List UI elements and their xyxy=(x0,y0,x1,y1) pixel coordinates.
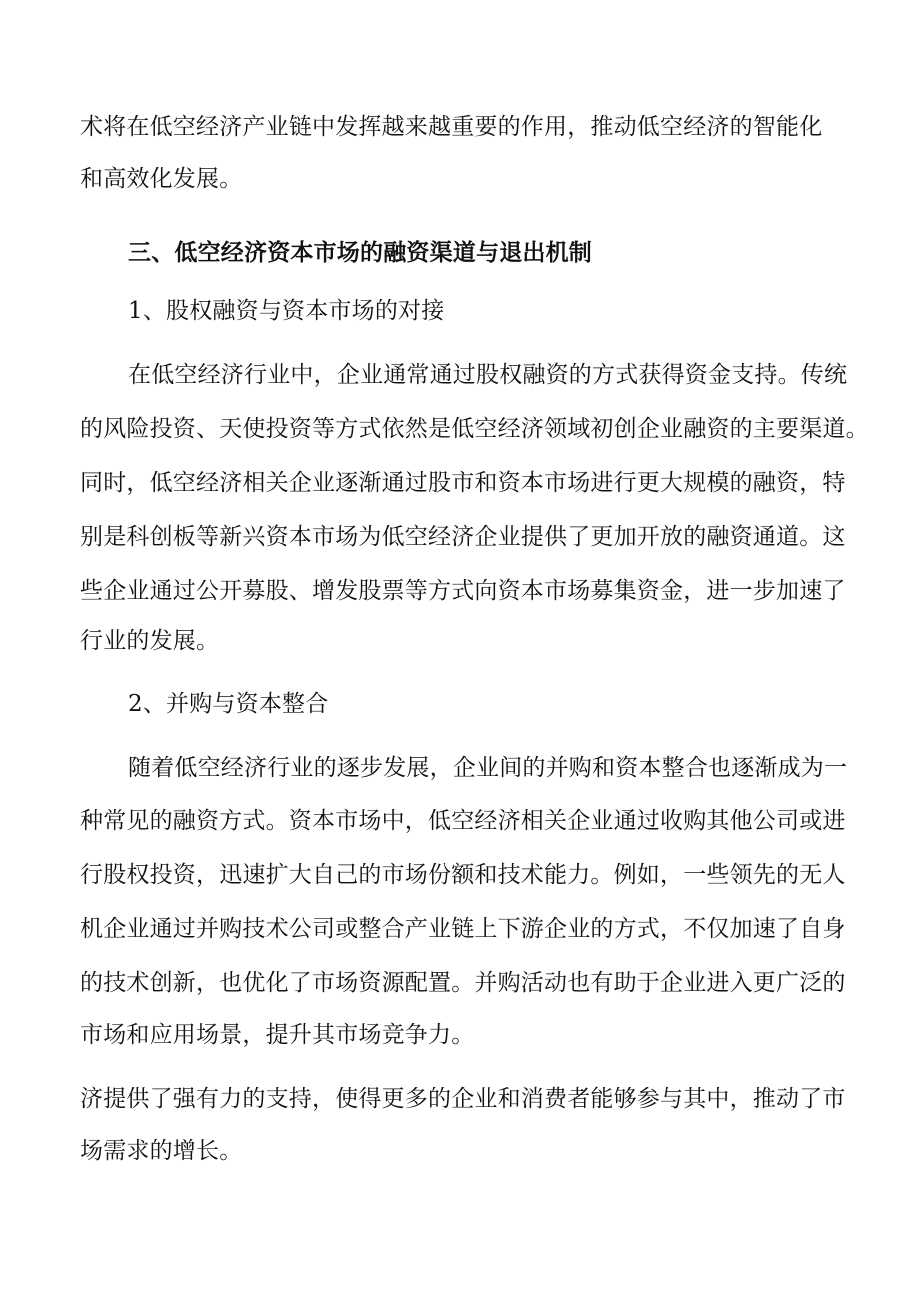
paragraph-line: 的技术创新，也优化了市场资源配置。并购活动也有助于企业进入更广泛的 xyxy=(80,970,846,996)
paragraph-line: 种常见的融资方式。资本市场中，低空经济相关企业通过收购其他公司或进 xyxy=(80,808,846,834)
paragraph-line: 同时，低空经济相关企业逐渐通过股市和资本市场进行更大规模的融资，特 xyxy=(80,470,846,496)
paragraph-line: 机企业通过并购技术公司或整合产业链上下游企业的方式，不仅加速了自身 xyxy=(80,916,846,942)
paragraph-line: 和高效化发展。 xyxy=(80,166,243,192)
subsection-heading: 2、并购与资本整合 xyxy=(128,691,329,717)
subsection-heading: 1、股权融资与资本市场的对接 xyxy=(128,298,445,324)
paragraph-line: 些企业通过公开募股、增发股票等方式向资本市场募集资金，进一步加速了 xyxy=(80,578,846,604)
paragraph-line: 行业的发展。 xyxy=(80,628,220,654)
paragraph-line: 随着低空经济行业的逐步发展，企业间的并购和资本整合也逐渐成为一 xyxy=(128,755,848,781)
paragraph-line: 行股权投资，迅速扩大自己的市场份额和技术能力。例如，一些领先的无人 xyxy=(80,862,846,888)
paragraph-line: 在低空经济行业中，企业通常通过股权融资的方式获得资金支持。传统 xyxy=(128,362,848,388)
paragraph-line: 术将在低空经济产业链中发挥越来越重要的作用，推动低空经济的智能化 xyxy=(80,114,823,140)
paragraph-line: 别是科创板等新兴资本市场为低空经济企业提供了更加开放的融资通道。这 xyxy=(80,524,846,550)
paragraph-line: 济提供了强有力的支持，使得更多的企业和消费者能够参与其中，推动了市 xyxy=(80,1086,846,1112)
section-heading: 三、低空经济资本市场的融资渠道与退出机制 xyxy=(128,239,592,266)
paragraph-line: 市场和应用场景，提升其市场竞争力。 xyxy=(80,1022,475,1048)
paragraph-line: 的风险投资、天使投资等方式依然是低空经济领域初创企业融资的主要渠道。 xyxy=(80,416,869,442)
paragraph-line: 场需求的增长。 xyxy=(80,1138,243,1164)
